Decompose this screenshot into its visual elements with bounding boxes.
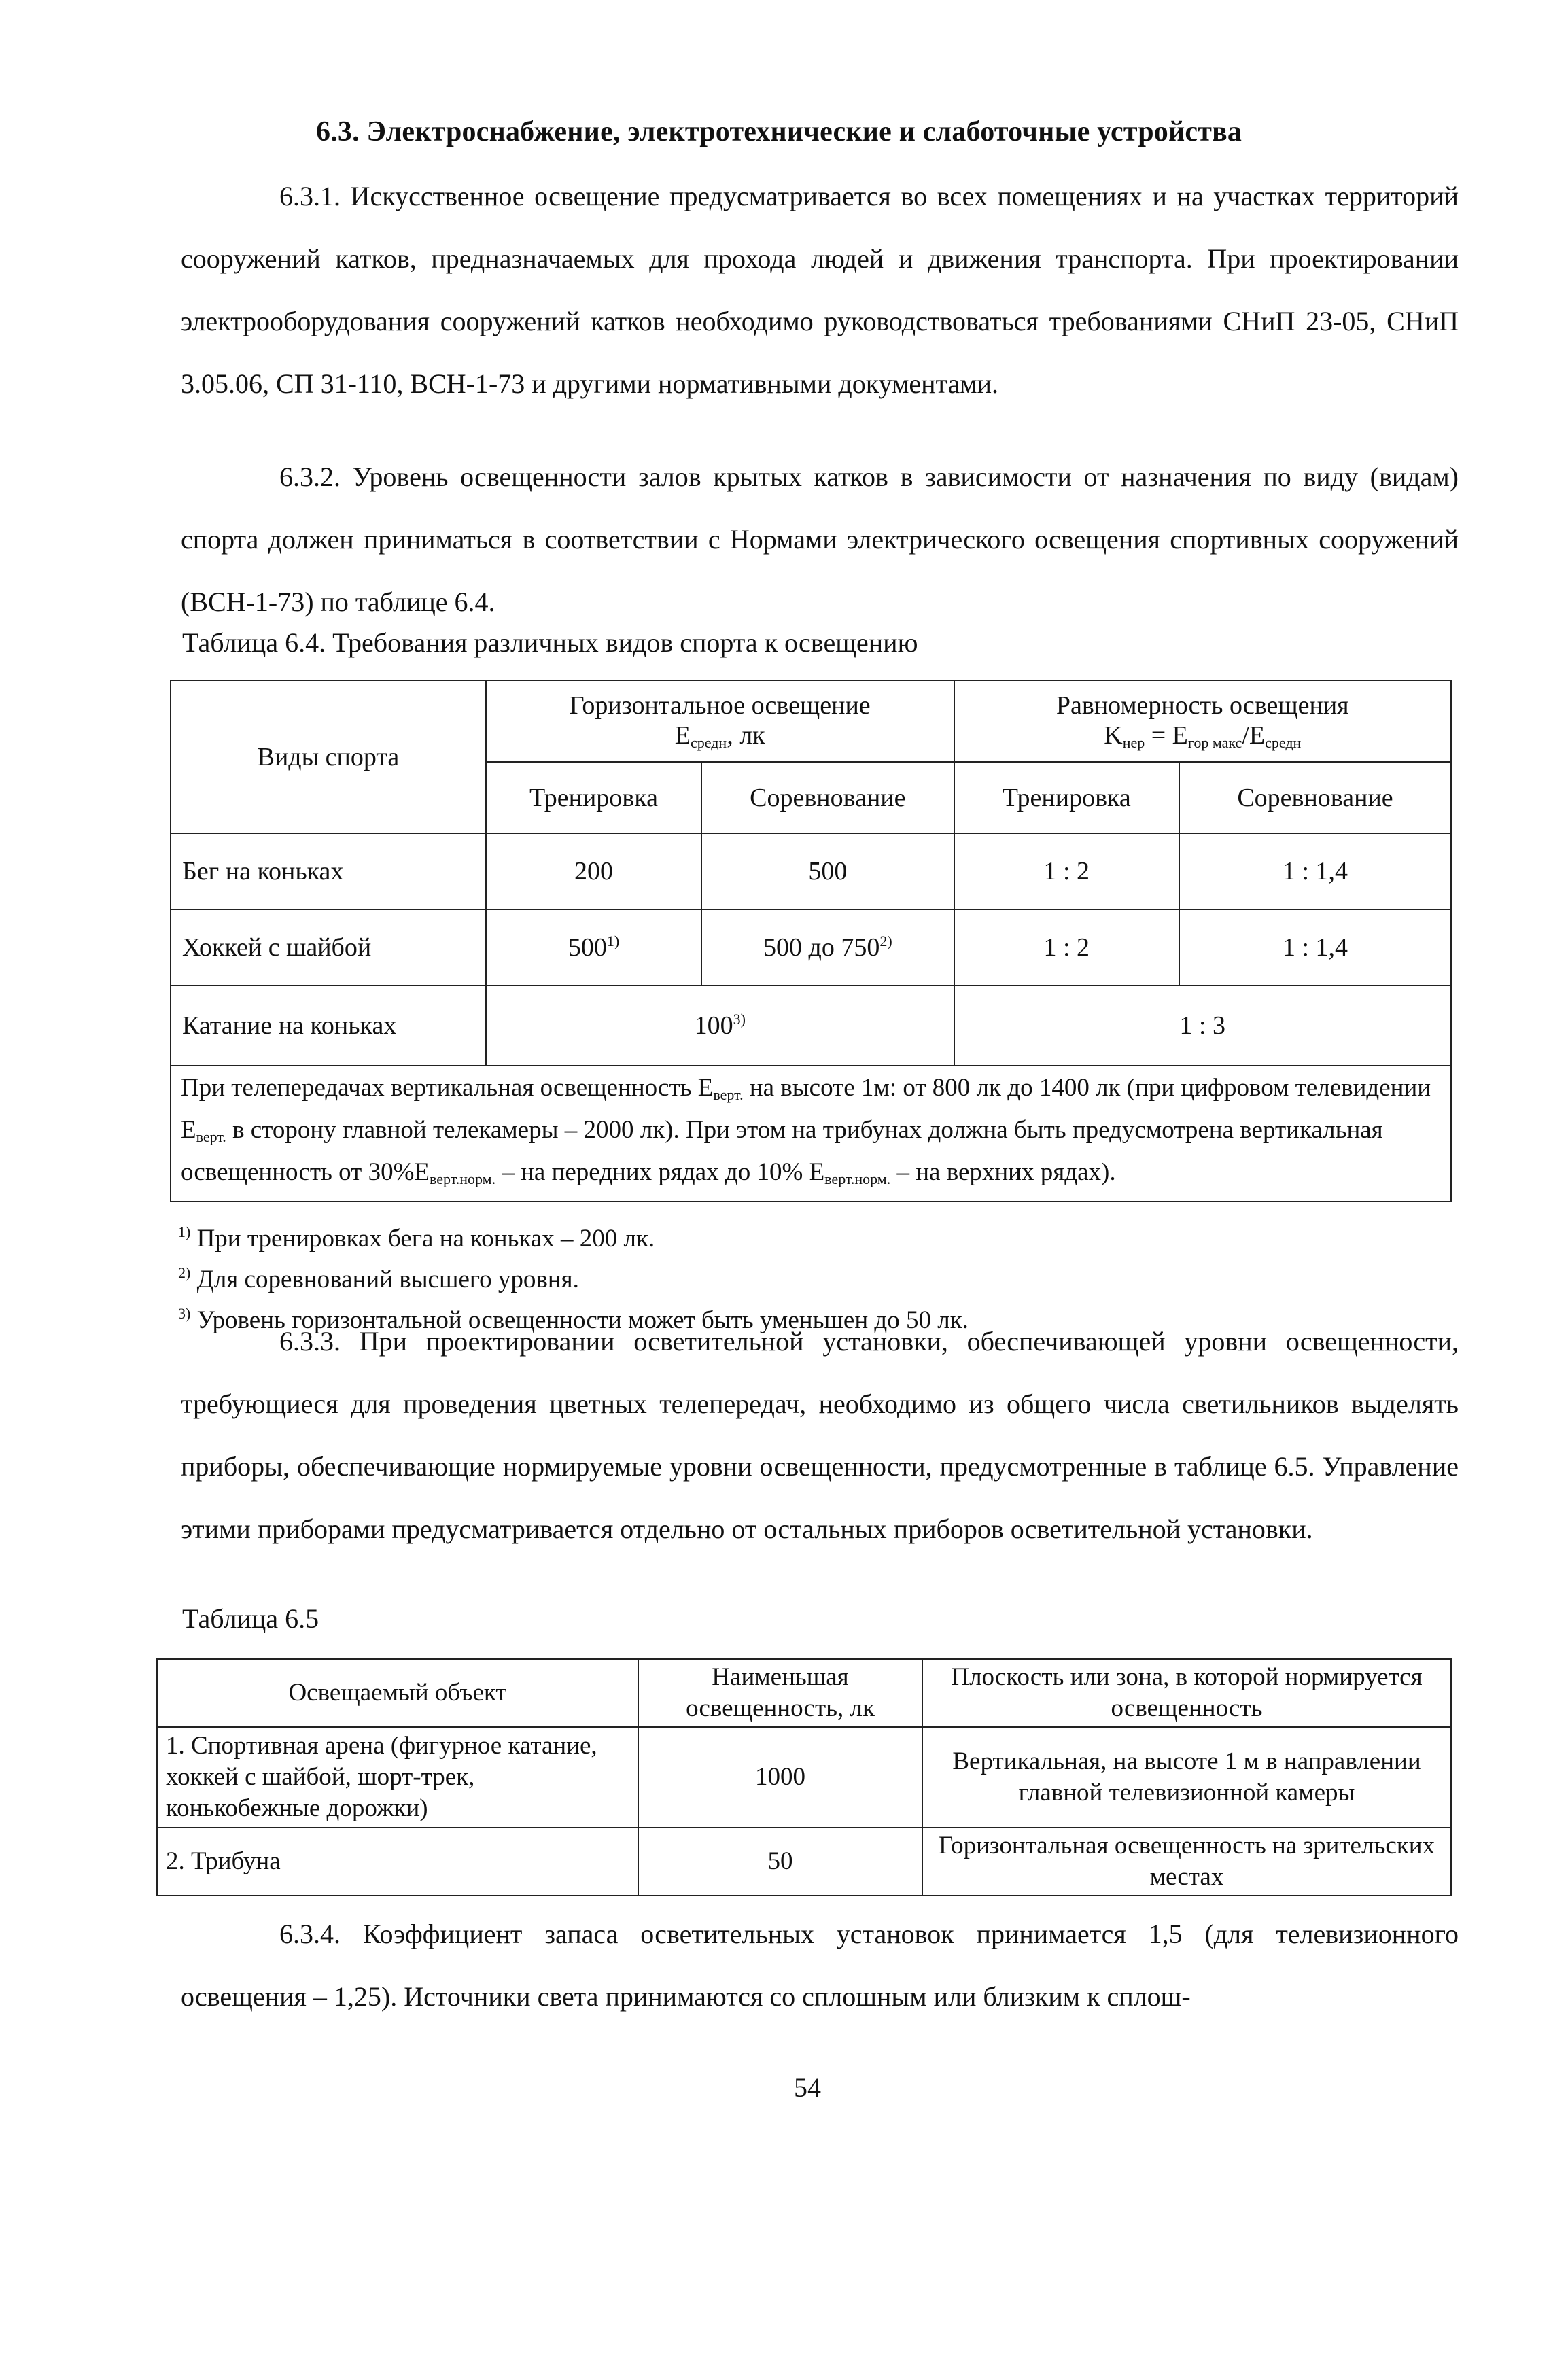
note-sub: верт.норм. <box>824 1170 891 1187</box>
paragraph-6-3-2 <box>181 446 1459 633</box>
cell-h-competition <box>701 909 954 985</box>
header-sport: Виды спорта <box>171 680 486 833</box>
cell-object: 2. Трибуна <box>157 1828 638 1896</box>
cell-u-training: 1 : 2 <box>954 833 1179 909</box>
paragraph-6-3-4 <box>181 1903 1459 2028</box>
table-row <box>171 909 1451 985</box>
header-min-illuminance: Наименьшая освещенность, лк <box>638 1659 922 1727</box>
note-sub: верт. <box>713 1086 744 1103</box>
note-text: При телепередачах вертикальная освещенность E <box>181 1074 714 1102</box>
cell-sport: Катание на коньках <box>171 985 486 1066</box>
cell-value: 500 <box>568 933 607 962</box>
header-zone: Плоскость или зона, в которой нормируется освещенность <box>922 1659 1451 1727</box>
formula-k: K <box>1104 721 1123 750</box>
cell-object: 1. Спортивная арена (фигурное катание, хоккей с шайбой, шорт-трек, конькобежные дорожки) <box>157 1727 638 1828</box>
cell-zone: Горизонтальная освещенность на зрительских местах <box>922 1828 1451 1896</box>
note-sub: верт. <box>196 1128 226 1145</box>
table-6-5 <box>156 1658 1452 1896</box>
cell-horizontal <box>486 985 954 1066</box>
footnote-item <box>178 1215 969 1256</box>
header-horizontal-title: Горизонтальное освещение <box>569 691 871 720</box>
subheader-u-competition: Соревнование <box>1179 762 1451 833</box>
section-heading: 6.3. Электроснабжение, электротехнические и слаботочные устройства <box>316 116 1242 147</box>
table-6-4 <box>170 680 1452 1202</box>
cell-value: 100 <box>694 1011 733 1040</box>
paragraph-6-3-2-text: 6.3.2. Уровень освещенности залов крытых катков в зависимости от назначения по виду (видам) спорта должен приниматься в соответствии с Нормами электрического освещения спортивных сооружений (ВСН-1-73) по таблице 6.4. <box>181 461 1459 617</box>
cell-value: 50 <box>638 1828 922 1896</box>
formula-sub: средн <box>691 734 727 751</box>
header-object: Освещаемый объект <box>157 1659 638 1727</box>
formula-slash: /E <box>1242 721 1266 750</box>
note-text: в сторону главной телекамеры – 2000 лк). При этом на трибунах должна быть предусмотрена вертикальная освещенность от 30%E <box>181 1116 1383 1186</box>
paragraph-6-3-1-text: 6.3.1. Искусственное освещение предусматривается во всех помещениях и на участках территорий сооружений катков, предназначаемых для прохода людей и движения транспорта. При проектировании электрооборудования сооружений катков необходимо руководствоваться требованиями СНиП 23-05, СНиП 3.05.06, СП 31-110, ВСН-1-73 и другими нормативными документами. <box>181 181 1459 399</box>
paragraph-6-3-1 <box>181 165 1459 415</box>
subheader-h-competition: Соревнование <box>701 762 954 833</box>
cell-h-competition: 500 <box>701 833 954 909</box>
footnote-ref: 1) <box>606 932 620 949</box>
cell-u-competition: 1 : 1,4 <box>1179 909 1451 985</box>
paragraph-6-3-4-text: 6.3.4. Коэффициент запаса осветительных установок принимается 1,5 (для телевизионного освещения – 1,25). Источники света принимаются со сплошным или близким к сплош- <box>181 1919 1459 2012</box>
table-6-4-caption: Таблица 6.4. Требования различных видов спорта к освещению <box>182 627 918 658</box>
header-horizontal <box>486 680 954 762</box>
cell-uniformity: 1 : 3 <box>954 985 1451 1066</box>
note-text: на высоте 1м: от 800 лк до 1400 лк (при цифровом телевидении E <box>181 1074 1431 1144</box>
table-note-row <box>171 1066 1451 1202</box>
formula-e2-sub: средн <box>1265 734 1302 751</box>
footnote-ref: 3) <box>733 1011 746 1028</box>
formula-e-sub: гор макс <box>1187 734 1242 751</box>
subheader-u-training: Тренировка <box>954 762 1179 833</box>
cell-value: 500 до 750 <box>763 933 880 962</box>
footnote-mark: 3) <box>178 1305 191 1322</box>
cell-u-training: 1 : 2 <box>954 909 1179 985</box>
paragraph-6-3-3-text: 6.3.3. При проектировании осветительной установки, обеспечивающей уровни освещенности, требующиеся для проведения цветных телепередач, необходимо из общего числа светильников выделять приборы, обеспечивающие нормируемые уровни освещенности, предусмотренные в таблице 6.5. Управление этими приборами предусматривается отдельно от остальных приборов осветительной установки. <box>181 1326 1459 1544</box>
paragraph-6-3-3 <box>181 1310 1459 1560</box>
cell-h-training <box>486 909 701 985</box>
table-row <box>157 1727 1451 1828</box>
note-text: – на передних рядах до 10% E <box>495 1158 825 1186</box>
footnote-text: Уровень горизонтальной освещенности может быть уменьшен до 50 лк. <box>190 1306 969 1334</box>
cell-value: 1000 <box>638 1727 922 1828</box>
footnote-mark: 1) <box>178 1223 191 1240</box>
header-horizontal-formula <box>492 720 948 752</box>
formula-eq: = E <box>1145 721 1188 750</box>
formula-e: E <box>674 721 691 750</box>
formula-k-sub: нер <box>1122 734 1145 751</box>
cell-sport: Бег на коньках <box>171 833 486 909</box>
subheader-h-training: Тренировка <box>486 762 701 833</box>
page-number: 54 <box>794 2072 821 2103</box>
cell-u-competition: 1 : 1,4 <box>1179 833 1451 909</box>
note-sub: верт.норм. <box>430 1170 496 1187</box>
table-row <box>171 833 1451 909</box>
formula-unit: , лк <box>727 721 765 750</box>
note-text: – на верхних рядах). <box>890 1158 1116 1186</box>
header-uniformity-formula <box>960 720 1445 752</box>
cell-h-training: 200 <box>486 833 701 909</box>
footnote-text: При тренировках бега на коньках – 200 лк. <box>190 1225 655 1253</box>
footnote-ref: 2) <box>879 932 892 949</box>
table-note <box>171 1066 1451 1202</box>
cell-zone: Вертикальная, на высоте 1 м в направлении главной телевизионной камеры <box>922 1727 1451 1828</box>
header-uniformity <box>954 680 1451 762</box>
footnote-mark: 2) <box>178 1264 191 1281</box>
table-6-5-caption: Таблица 6.5 <box>182 1603 319 1634</box>
cell-sport: Хоккей с шайбой <box>171 909 486 985</box>
footnote-item <box>178 1256 969 1297</box>
table-row <box>157 1828 1451 1896</box>
table-row <box>171 985 1451 1066</box>
header-uniformity-title: Равномерность освещения <box>1056 691 1349 720</box>
footnote-text: Для соревнований высшего уровня. <box>190 1266 579 1293</box>
